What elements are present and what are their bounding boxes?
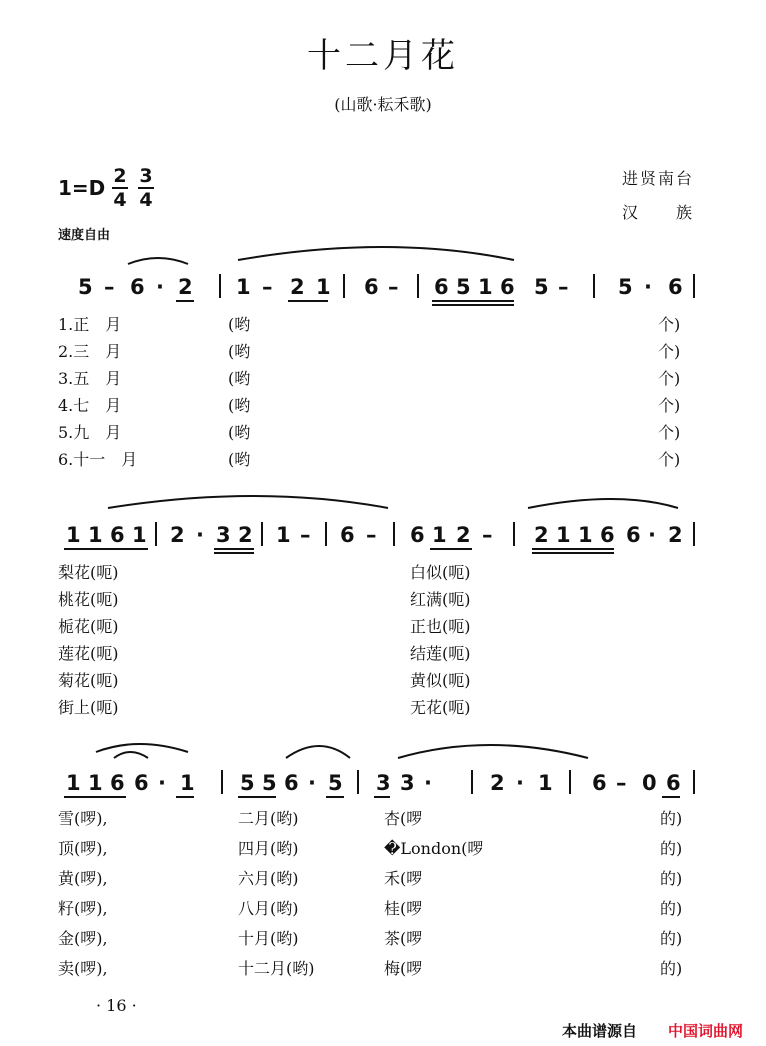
verse-3-line-3-a: 黄(啰), (58, 869, 108, 888)
verse-1-line-4-month: 4.七 月 (58, 396, 122, 415)
svg-text:2: 2 (178, 275, 193, 299)
svg-text:1: 1 (538, 771, 553, 795)
verse-2-line-4-a: 莲花(呃) (58, 644, 119, 663)
verse-1-line-1-month: 1.正 月 (58, 315, 122, 334)
svg-text:6: 6 (410, 523, 425, 547)
verse-1-line-6-end: 个) (658, 450, 681, 469)
svg-text:·: · (156, 275, 164, 299)
verse-3-line-6-d: 的) (660, 959, 683, 978)
notation-line-3 (58, 760, 708, 800)
time-sig-1-top: 2 (113, 165, 127, 187)
svg-text:1: 1 (236, 275, 251, 299)
svg-text:–: – (388, 275, 399, 299)
svg-text:·: · (648, 523, 656, 547)
svg-text:–: – (104, 275, 115, 299)
svg-text:6: 6 (592, 771, 607, 795)
svg-text:·: · (644, 275, 652, 299)
verse-1-line-5-month: 5.九 月 (58, 423, 122, 442)
svg-text:·: · (308, 771, 316, 795)
verse-3-line-5-d: 的) (660, 929, 683, 948)
svg-text:5: 5 (262, 771, 277, 795)
verse-1-line-5-filler: (哟 (228, 423, 251, 442)
svg-text:–: – (300, 523, 311, 547)
verse-1-line-2-filler: (哟 (228, 342, 251, 361)
svg-text:–: – (558, 275, 569, 299)
svg-text:1: 1 (88, 523, 103, 547)
svg-text:–: – (482, 523, 493, 547)
svg-text:2: 2 (170, 523, 185, 547)
verse-1-line-4-end: 个) (658, 396, 681, 415)
verse-1-line-2-end: 个) (658, 342, 681, 361)
site-link[interactable]: 中国词曲网 (668, 1022, 744, 1040)
verse-2-line-3-a: 栀花(呃) (58, 617, 119, 636)
svg-text:5: 5 (456, 275, 471, 299)
notation-line-2 (58, 512, 708, 552)
svg-text:5: 5 (618, 275, 633, 299)
svg-text:–: – (262, 275, 273, 299)
verse-1-line-1-filler: (哟 (228, 315, 251, 334)
svg-text:6: 6 (434, 275, 449, 299)
verse-3-line-3-b: 六月(哟) (238, 869, 299, 888)
svg-text:6: 6 (284, 771, 299, 795)
svg-text:1: 1 (478, 275, 493, 299)
notation-line-1-svg (58, 264, 708, 314)
svg-text:2: 2 (534, 523, 549, 547)
svg-text:·: · (196, 523, 204, 547)
svg-text:5: 5 (328, 771, 343, 795)
svg-text:1: 1 (556, 523, 571, 547)
verse-3-line-2-a: 顶(啰), (58, 839, 108, 858)
svg-text:3: 3 (376, 771, 391, 795)
credit-ethnicity: 汉 族 (621, 203, 694, 222)
verse-3-line-2-c: �London(啰 (384, 839, 484, 858)
svg-text:1: 1 (180, 771, 195, 795)
verse-1-line-3-filler: (哟 (228, 369, 251, 388)
verse-3-line-6-a: 卖(啰), (58, 959, 108, 978)
verse-2-line-5-b: 黄似(呃) (410, 671, 471, 690)
verse-3-line-5-a: 金(啰), (58, 929, 108, 948)
page-number: · 16 · (96, 996, 137, 1015)
svg-text:2: 2 (238, 523, 253, 547)
verse-3-line-5-b: 十月(哟) (238, 929, 299, 948)
svg-text:1: 1 (432, 523, 447, 547)
svg-text:6: 6 (626, 523, 641, 547)
time-sig-2-bottom: 4 (139, 189, 153, 211)
time-signature-2 (138, 166, 154, 210)
svg-text:1: 1 (316, 275, 331, 299)
verse-1-line-1-end: 个) (658, 315, 681, 334)
svg-text:1: 1 (88, 771, 103, 795)
svg-text:6: 6 (668, 275, 683, 299)
svg-text:·: · (424, 771, 432, 795)
verse-3-line-3-c: 禾(啰 (384, 869, 423, 888)
verse-2-line-6-a: 街上(呃) (58, 698, 119, 717)
verse-2-line-3-b: 正也(呃) (410, 617, 471, 636)
verse-3-line-1-b: 二月(哟) (238, 809, 299, 828)
svg-text:6: 6 (130, 275, 145, 299)
verse-2-line-1-a: 梨花(呃) (58, 563, 119, 582)
svg-text:1: 1 (578, 523, 593, 547)
verse-3-line-3-d: 的) (660, 869, 683, 888)
svg-text:6: 6 (500, 275, 515, 299)
credit-source: 进贤南台 (621, 169, 694, 188)
svg-text:2: 2 (456, 523, 471, 547)
svg-text:2: 2 (490, 771, 505, 795)
svg-text:6: 6 (110, 771, 125, 795)
verse-3-line-1-a: 雪(啰), (58, 809, 108, 828)
verse-2-lyrics (58, 560, 708, 730)
svg-text:2: 2 (668, 523, 683, 547)
key-signature: 1=D (58, 176, 106, 200)
verse-3-line-4-b: 八月(哟) (238, 899, 299, 918)
svg-text:6: 6 (364, 275, 379, 299)
verse-3-lyrics (58, 806, 708, 986)
verse-2-line-2-b: 红满(呃) (410, 590, 471, 609)
svg-text:5: 5 (240, 771, 255, 795)
verse-3-line-5-c: 茶(啰 (384, 929, 423, 948)
verse-3-line-6-b: 十二月(哟) (238, 959, 315, 978)
verse-3-line-4-a: 籽(啰), (58, 899, 108, 918)
source-label: 本曲谱源自 (562, 1022, 638, 1040)
svg-text:5: 5 (534, 275, 549, 299)
verse-2-line-1-b: 白似(呃) (410, 563, 471, 582)
verse-3-line-1-c: 杏(啰 (384, 809, 423, 828)
verse-1-line-5-end: 个) (658, 423, 681, 442)
verse-1-line-6-filler: (哟 (228, 450, 251, 469)
svg-text:1: 1 (66, 523, 81, 547)
svg-text:1: 1 (276, 523, 291, 547)
time-signature-1 (112, 166, 128, 210)
svg-text:6: 6 (666, 771, 681, 795)
svg-text:6: 6 (600, 523, 615, 547)
verse-1-line-3-month: 3.五 月 (58, 369, 122, 388)
svg-text:0: 0 (642, 771, 657, 795)
svg-text:2: 2 (290, 275, 305, 299)
verse-2-line-5-a: 菊花(呃) (58, 671, 119, 690)
verse-1-line-6-month: 6.十一 月 (58, 450, 138, 469)
svg-text:5: 5 (78, 275, 93, 299)
verse-1-lyrics (58, 312, 708, 482)
verse-3-line-1-d: 的) (660, 809, 683, 828)
verse-1-line-3-end: 个) (658, 369, 681, 388)
svg-text:6: 6 (110, 523, 125, 547)
svg-text:6: 6 (340, 523, 355, 547)
verse-2-line-4-b: 结莲(呃) (410, 644, 471, 663)
verse-2-line-2-a: 桃花(呃) (58, 590, 119, 609)
svg-text:–: – (366, 523, 377, 547)
verse-3-line-2-d: 的) (660, 839, 683, 858)
verse-1-line-2-month: 2.三 月 (58, 342, 122, 361)
svg-text:3: 3 (216, 523, 231, 547)
verse-2-line-6-b: 无花(呃) (410, 698, 471, 717)
svg-text:·: · (516, 771, 524, 795)
time-sig-2-top: 3 (139, 165, 153, 187)
time-sig-1-bottom: 4 (113, 189, 127, 211)
svg-text:3: 3 (400, 771, 415, 795)
svg-text:6: 6 (134, 771, 149, 795)
notation-line-1 (58, 264, 708, 304)
verse-3-line-2-b: 四月(哟) (238, 839, 299, 858)
verse-3-line-4-c: 桂(啰 (384, 899, 423, 918)
svg-text:1: 1 (66, 771, 81, 795)
notation-line-3-svg (58, 760, 708, 810)
svg-text:1: 1 (132, 523, 147, 547)
notation-line-2-svg (58, 512, 708, 562)
tempo-marking: 速度自由 (58, 228, 111, 243)
svg-text:–: – (616, 771, 627, 795)
song-subtitle: (山歌·耘禾歌) (334, 95, 432, 114)
song-title: 十二月花 (307, 36, 459, 76)
svg-text:·: · (158, 771, 166, 795)
verse-3-line-6-c: 梅(啰 (384, 959, 423, 978)
verse-1-line-4-filler: (哟 (228, 396, 251, 415)
verse-3-line-4-d: 的) (660, 899, 683, 918)
